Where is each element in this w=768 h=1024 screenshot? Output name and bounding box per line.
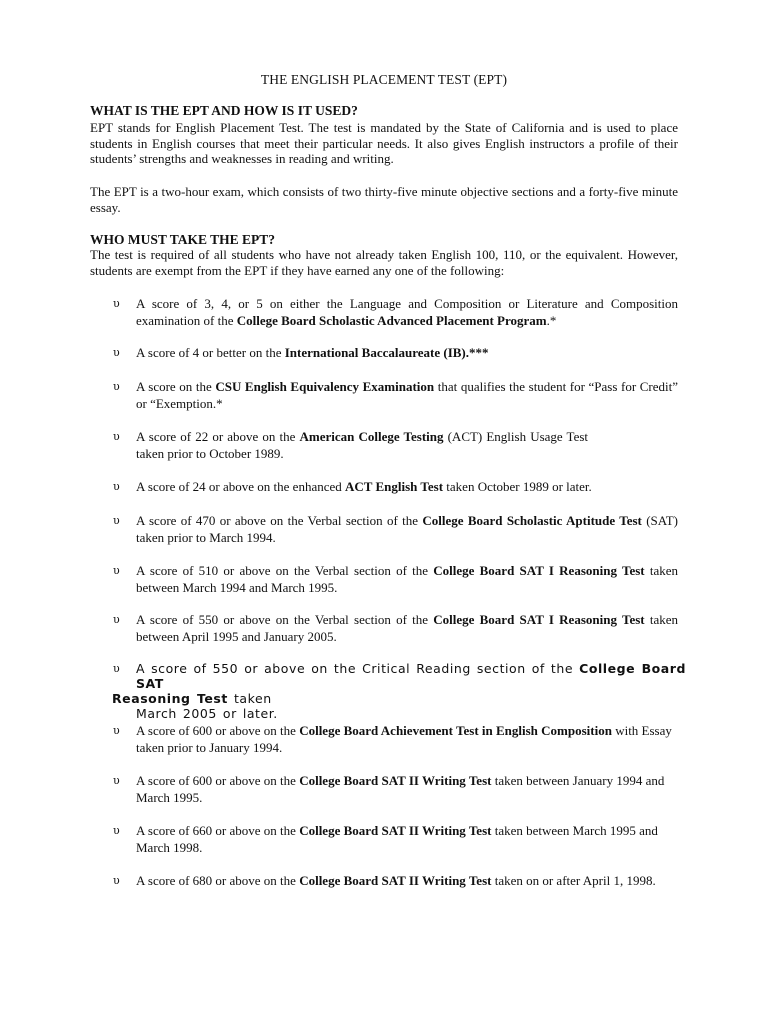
list-item: υ A score of 470 or above on the Verbal section of the College Board Scholastic Aptitude Test (SAT) taken prior to March 1994. [113, 513, 678, 545]
list-item: υ A score of 550 or above on the Critical Reading section of the College Board SAT Reasoning Test taken March 2005 or later. [112, 661, 686, 721]
section-heading-what-is-ept: WHAT IS THE EPT AND HOW IS IT USED? [90, 103, 358, 118]
list-item: υ A score of 600 or above on the College Board SAT II Writing Test taken between January 1994 and March 1995. [113, 773, 665, 805]
bullet-icon: υ [113, 297, 120, 310]
bullet-icon: υ [113, 613, 120, 626]
list-item: υ A score of 510 or above on the Verbal section of the College Board SAT I Reasoning Test taken between March 1994 and March 1995. [113, 563, 678, 595]
bullet-icon: υ [113, 774, 120, 787]
bullet-icon: υ [113, 724, 120, 737]
list-item: υ A score of 22 or above on the American College Testing (ACT) English Usage Test taken prior to October 1989. [113, 429, 589, 461]
bullet-icon: υ [113, 514, 120, 527]
paragraph-ept-definition: EPT stands for English Placement Test. The test is mandated by the State of California and is used to place students in English courses that meet their particular needs. It also gives English instructors a profile of their students’ strengths and weaknesses in reading and writing. [90, 120, 678, 166]
list-item: υ A score of 24 or above on the enhanced ACT English Test taken October 1989 or later. [113, 479, 592, 494]
paragraph-requirement: The test is required of all students who have not already taken English 100, 110, or the equivalent. However, students are exempt from the EPT if they have earned any one of the following: [90, 247, 678, 278]
list-item: υ A score of 660 or above on the College Board SAT II Writing Test taken between March 1995 and March 1998. [113, 823, 658, 855]
bullet-icon: υ [113, 662, 120, 675]
bullet-icon: υ [113, 430, 120, 443]
list-item: υ A score of 3, 4, or 5 on either the Language and Composition or Literature and Composition examination of the College Board Scholastic Advanced Placement Program.* [113, 296, 678, 328]
bullet-icon: υ [113, 480, 120, 493]
bullet-icon: υ [113, 874, 120, 887]
paragraph-ept-format: The EPT is a two-hour exam, which consists of two thirty-five minute objective sections and a forty-five minute essay. [90, 184, 678, 215]
bullet-icon: υ [113, 824, 120, 837]
list-item: υ A score of 4 or better on the International Baccalaureate (IB).*** [113, 345, 489, 360]
bullet-icon: υ [113, 380, 120, 393]
list-item: υ A score of 600 or above on the College Board Achievement Test in English Composition with Essay taken prior to January 1994. [113, 723, 672, 755]
list-item: υ A score of 550 or above on the Verbal section of the College Board SAT I Reasoning Test taken between April 1995 and January 2005. [113, 612, 678, 644]
bullet-icon: υ [113, 346, 120, 359]
bullet-icon: υ [113, 564, 120, 577]
list-item: υ A score on the CSU English Equivalency Examination that qualifies the student for “Pass for Credit” or “Exemption.* [113, 379, 678, 411]
list-item: υ A score of 680 or above on the College Board SAT II Writing Test taken on or after April 1, 1998. [113, 873, 656, 888]
document-title: THE ENGLISH PLACEMENT TEST (EPT) [260, 72, 508, 87]
section-heading-who-must-take: WHO MUST TAKE THE EPT? [90, 232, 276, 247]
